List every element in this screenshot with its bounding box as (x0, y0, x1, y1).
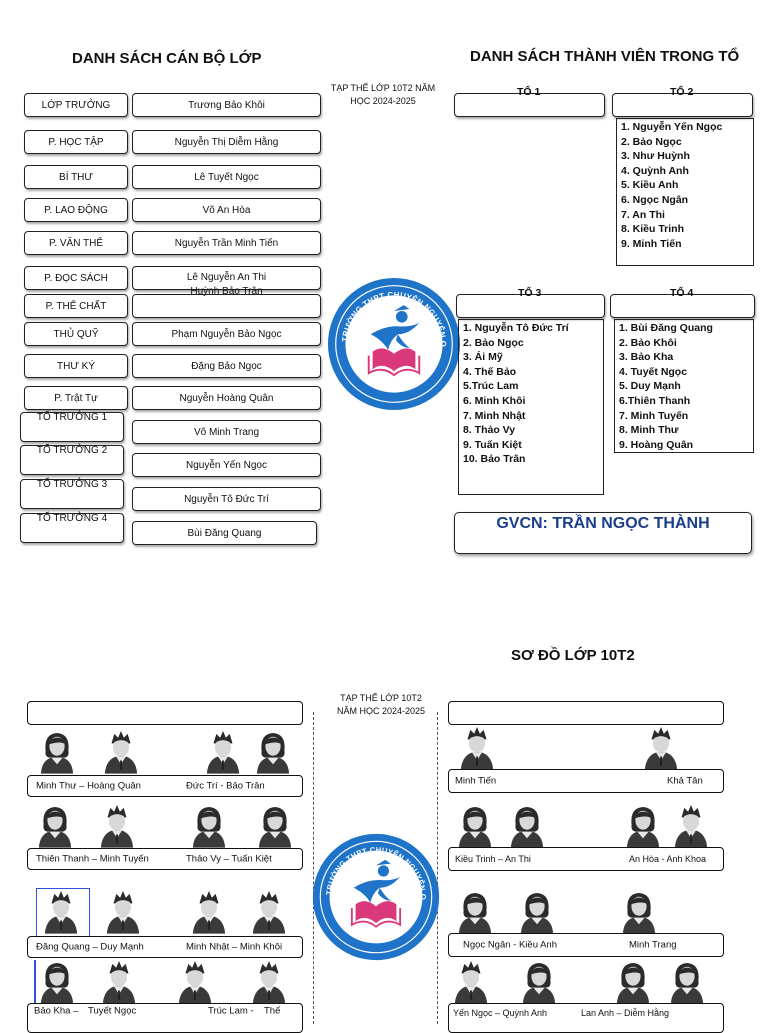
student-avatar-right-1-0 (456, 802, 494, 848)
student-avatar-right-1-2 (624, 802, 662, 848)
student-avatar-left-2-1 (104, 888, 142, 934)
group-4-member-2: 3. Bảo Kha (619, 351, 674, 364)
group-2-member-5: 6. Ngọc Ngân (621, 193, 689, 206)
desk-left-3-d: Thế (264, 1005, 281, 1017)
desk-right-1 (448, 847, 724, 871)
desk-right-1-b: An Hòa - Anh Khoa (629, 854, 707, 864)
group-3-member-0: 1. Nguyễn Tô Đức Trí (463, 322, 569, 334)
group-4-member-6: 7. Minh Tuyến (619, 409, 689, 422)
student-avatar-left-1-0 (36, 802, 74, 848)
officer-role-10: TỔ TRƯỞNG 1 (20, 412, 124, 442)
group-3-member-6: 7. Minh Nhật (463, 409, 526, 422)
group-3-member-2: 3. Ái Mỹ (463, 351, 503, 364)
officer-role-13: TỔ TRƯỞNG 4 (20, 513, 124, 543)
front-desk-right (448, 701, 724, 725)
officer-name-9: Nguyễn Hoàng Quân (132, 386, 321, 410)
group-4-member-4: 5. Duy Mạnh (619, 380, 681, 393)
desk-left-0-a: Minh Thư – Hoàng Quân (36, 780, 141, 792)
group-3-member-8: 9. Tuấn Kiệt (463, 438, 522, 451)
officer-role-5: P. ĐỌC SÁCH (24, 266, 128, 290)
desk-left-1-b: Thảo Vy – Tuấn Kiệt (186, 853, 272, 865)
desk-right-1-a: Kiều Trinh – An Thi (455, 854, 531, 864)
desk-right-2-b: Minh Trang (629, 939, 677, 951)
group-2-member-6: 7. An Thi (621, 208, 665, 221)
officer-name-7: Phạm Nguyễn Bảo Ngọc (132, 322, 321, 346)
groups-title: DANH SÁCH THÀNH VIÊN TRONG TỔ (470, 48, 740, 65)
school-logo (326, 276, 462, 412)
officer-name-3: Võ An Hòa (132, 198, 321, 222)
group-3-member-1: 2. Bảo Ngọc (463, 336, 524, 349)
school-logo-2 (311, 832, 441, 962)
seating-title: SƠ ĐỒ LỚP 10T2 (511, 647, 635, 664)
desk-right-2 (448, 933, 724, 957)
group-2-member-3: 4. Quỳnh Anh (621, 164, 689, 177)
student-avatar-left-2-2 (190, 888, 228, 934)
officers-title: DANH SÁCH CÁN BỘ LỚP (72, 50, 262, 67)
desk-right-0 (448, 769, 724, 793)
student-avatar-right-3-0 (452, 958, 490, 1004)
student-avatar-left-3-0 (38, 958, 76, 1004)
desk-left-3-c: Trúc Lam - (208, 1005, 254, 1017)
officer-role-7: THỦ QUỸ (24, 322, 128, 346)
desk-left-2-a: Đăng Quang – Duy Mạnh (36, 941, 144, 953)
group-2-member-2: 3. Như Huỳnh (621, 150, 690, 163)
student-avatar-right-3-3 (668, 958, 706, 1004)
desk-left-2 (27, 936, 303, 958)
student-avatar-right-0-1 (642, 724, 680, 770)
front-desk-left (27, 701, 303, 725)
officer-name-10: Võ Minh Trang (132, 420, 321, 444)
student-avatar-left-0-1 (102, 728, 140, 774)
group-4-member-8: 9. Hoàng Quân (619, 438, 694, 451)
desk-left-3-b: Tuyết Ngọc (88, 1005, 137, 1017)
group-4-member-0: 1. Bùi Đăng Quang (619, 322, 713, 334)
student-avatar-right-2-2 (620, 888, 658, 934)
officer-name-0: Trương Bảo Khôi (132, 93, 321, 117)
logo-2-bottom-text: ĐỒNG THÁ (356, 913, 417, 944)
group-4-members (614, 319, 754, 453)
student-avatar-right-1-1 (508, 802, 546, 848)
student-avatar-right-3-1 (520, 958, 558, 1004)
desk-right-0-a: Minh Tiến (455, 775, 497, 787)
group-2-members (616, 118, 754, 266)
student-avatar-right-0-0 (458, 724, 496, 770)
group-2-member-7: 8. Kiều Trinh (621, 223, 685, 236)
desk-left-3-a: Bảo Kha – (34, 1005, 79, 1017)
class-caption: TẠP THỂ LỚP 10T2 NĂM HỌC 2024-2025 (330, 83, 436, 106)
group-3-member-5: 6. Minh Khôi (463, 394, 526, 407)
officer-role-1: P. HỌC TẬP (24, 130, 128, 154)
officer-name-4: Nguyễn Trần Minh Tiến (132, 231, 321, 255)
group-2-label: TỔ 2 (670, 86, 694, 98)
desk-left-3 (27, 1003, 303, 1033)
desk-left-1 (27, 848, 303, 870)
officer-name-12: Nguyễn Tô Đức Trí (132, 487, 321, 511)
group-2-member-4: 5. Kiều Anh (621, 179, 679, 192)
student-avatar-left-3-1 (100, 958, 138, 1004)
group-2-member-0: 1. Nguyễn Yến Ngọc (621, 121, 723, 133)
officer-role-9: P. Trật Tự (24, 386, 128, 410)
student-avatar-left-3-2 (176, 958, 214, 1004)
group-1-label: TỔ 1 (517, 86, 541, 98)
student-avatar-left-0-3 (254, 728, 292, 774)
officer-name-8: Đặng Bảo Ngọc (132, 354, 321, 378)
group-3-members (458, 319, 604, 495)
student-avatar-right-2-0 (456, 888, 494, 934)
desk-right-3-b: Lan Anh – Diễm Hằng (581, 1008, 670, 1018)
group-4-member-1: 2. Bảo Khôi (619, 336, 677, 349)
officer-role-12: TỔ TRƯỞNG 3 (20, 479, 124, 509)
group-2-member-1: 2. Bảo Ngọc (621, 135, 682, 148)
group-4-member-7: 8. Minh Thư (619, 424, 679, 437)
student-avatar-left-0-0 (38, 728, 76, 774)
student-avatar-left-3-3 (250, 958, 288, 1004)
officer-name-13: Bùi Đăng Quang (132, 521, 317, 545)
desk-left-0-b: Đức Trí - Bảo Trân (186, 780, 265, 792)
homeroom-teacher: GVCN: TRẦN NGỌC THÀNH (454, 512, 752, 554)
desk-right-2-a: Ngọc Ngân - Kiều Anh (463, 939, 558, 951)
student-avatar-left-0-2 (204, 728, 242, 774)
student-avatar-left-2-3 (250, 888, 288, 934)
logo-ring-text: TRƯỜNG THPT CHUYÊN NGUYỄN Q (340, 290, 448, 348)
officer-role-2: BÍ THƯ (24, 165, 128, 189)
logo-bottom-text: ĐỒNG THÁ (373, 361, 437, 393)
officer-role-3: P. LAO ĐỘNG (24, 198, 128, 222)
desk-left-1-a: Thiên Thanh – Minh Tuyến (36, 853, 149, 865)
seating-caption: TẠP THỂ LỚP 10T2 NĂM HỌC 2024-2025 (336, 693, 426, 716)
desk-right-3-a: Yến Ngọc – Quỳnh Anh (453, 1008, 548, 1018)
group-4-member-3: 4. Tuyết Ngọc (619, 365, 688, 378)
student-avatar-right-2-1 (518, 888, 556, 934)
officer-role-0: LỚP TRƯỞNG (24, 93, 128, 117)
officer-role-11: TỔ TRƯỞNG 2 (20, 445, 124, 475)
group-3-label: TỔ 3 (518, 287, 542, 299)
officer-role-6: P. THỂ CHẤT (24, 294, 128, 318)
student-avatar-left-1-2 (190, 802, 228, 848)
desk-right-3 (448, 1003, 724, 1033)
desk-left-2-b: Minh Nhật – Minh Khôi (186, 941, 283, 953)
officer-name-11: Nguyễn Yến Ngọc (132, 453, 321, 477)
officer-name-6-text: Huỳnh Bảo Trân (190, 286, 263, 297)
logo-2-ring-text: TRƯỜNG THPT CHUYÊN NGUYỄN Q (324, 845, 428, 901)
officer-role-4: P. VĂN THỂ (24, 231, 128, 255)
officer-role-8: THƯ KÝ (24, 354, 128, 378)
student-avatar-right-1-3 (672, 802, 710, 848)
group-2-member-8: 9. Minh Tiến (621, 237, 682, 250)
officer-name-6 (132, 286, 321, 318)
officer-name-2: Lê Tuyết Ngọc (132, 165, 321, 189)
student-avatar-left-1-3 (256, 802, 294, 848)
desk-right-0-b: Khả Tân (667, 775, 703, 787)
group-3-member-9: 10. Bảo Trân (463, 453, 526, 466)
officer-name-5: Lê Nguyễn An Thi (132, 266, 321, 290)
student-avatar-right-3-2 (614, 958, 652, 1004)
desk-left-0 (27, 775, 303, 797)
officer-name-1: Nguyễn Thị Diễm Hằng (132, 130, 321, 154)
group-4-member-5: 6.Thiên Thanh (619, 394, 691, 407)
group-3-member-7: 8. Thảo Vy (463, 424, 516, 437)
student-avatar-left-1-1 (98, 802, 136, 848)
group-3-member-4: 5.Trúc Lam (463, 380, 519, 393)
group-4-label: TỔ 4 (670, 287, 694, 299)
group-3-member-3: 4. Thế Bảo (463, 365, 517, 378)
